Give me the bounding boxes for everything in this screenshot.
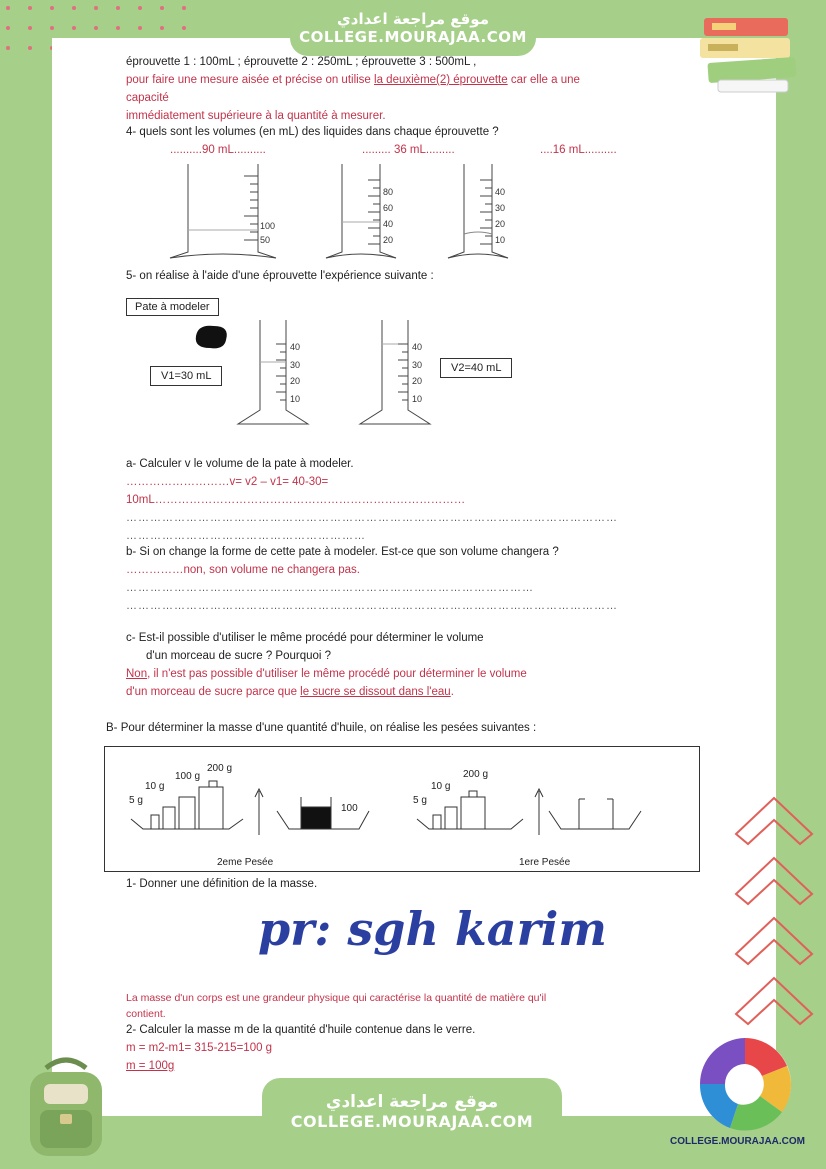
pate-blob-icon bbox=[192, 322, 232, 352]
v1-tick-30: 30 bbox=[290, 360, 301, 370]
qb-answer: ……………non, son volume ne changera pas. bbox=[126, 564, 360, 576]
caption-2eme-pesee: 2eme Pesée bbox=[217, 857, 274, 868]
q4-answer-3: ....16 mL.......... bbox=[540, 144, 617, 156]
cyl1-tick-50: 50 bbox=[260, 235, 271, 245]
left-weight-200g: 200 g bbox=[207, 763, 233, 774]
qa-answer-1: ………………………v= v2 – v1= 40-30= bbox=[126, 476, 329, 488]
v1-label-box: V1=30 mL bbox=[150, 366, 222, 386]
cyl2-tick-60: 60 bbox=[383, 203, 394, 213]
cyl2-tick-20: 20 bbox=[383, 235, 394, 245]
qc-answer-2 bbox=[126, 686, 454, 698]
q3-line: éprouvette 1 : 100mL ; éprouvette 2 : 250mL ; éprouvette 3 : 500mL , bbox=[126, 56, 477, 68]
q3-answer-b: car elle a une bbox=[507, 74, 580, 86]
qc-question-1: c- Est-il possible d'utiliser le même procédé pour déterminer le volume bbox=[126, 632, 484, 644]
scale-weighing-diagram bbox=[104, 746, 700, 872]
beaker-label-100: 100 bbox=[341, 803, 358, 814]
qc-question-2: d'un morceau de sucre ? Pourquoi ? bbox=[146, 650, 332, 662]
q4-question: 4- quels sont les volumes (en mL) des liquides dans chaque éprouvette ? bbox=[126, 126, 499, 138]
college-logo bbox=[670, 1020, 820, 1150]
qc-answer-2a: d'un morceau de sucre parce que bbox=[126, 686, 301, 698]
caption-1ere-pesee: 1ere Pesée bbox=[519, 857, 571, 868]
mass-result: m = 100g bbox=[126, 1060, 175, 1072]
q5-question: 5- on réalise à l'aide d'une éprouvette l'expérience suivante : bbox=[126, 270, 434, 282]
qb-question: b- Si on change la forme de cette pate à modeler. Est-ce que son volume changera ? bbox=[126, 546, 559, 558]
right-weight-200g: 200 g bbox=[463, 769, 489, 780]
cyl1-tick-100: 100 bbox=[260, 221, 276, 231]
bottom-banner bbox=[262, 1078, 562, 1150]
qa-answer-2: 10mL……………………………………………………………………… bbox=[126, 494, 466, 506]
qc-answer-1 bbox=[126, 668, 527, 680]
cyl2-tick-80: 80 bbox=[383, 187, 394, 197]
q4-answer-1: ..........90 mL.......... bbox=[170, 144, 266, 156]
q4-answer-2: ......... 36 mL......... bbox=[362, 144, 455, 156]
partb-intro: B- Pour déterminer la masse d'une quantité d'huile, on réalise les pesées suivantes : bbox=[106, 722, 537, 734]
left-weight-5g: 5 g bbox=[129, 795, 143, 806]
teacher-signature: pr: sgh karim bbox=[258, 902, 607, 956]
chevron-decoration bbox=[730, 790, 820, 1040]
q3-answer-a: pour faire une mesure aisée et précise on utilise bbox=[126, 74, 375, 86]
site-name-arabic-bottom: موقع مراجعة اعدادي bbox=[325, 1092, 499, 1112]
v1-tick-20: 20 bbox=[290, 376, 301, 386]
pate-label-box: Pate à modeler bbox=[126, 298, 219, 316]
qc-answer-non: Non bbox=[126, 668, 148, 680]
partb-q2: 2- Calculer la masse m de la quantité d'huile contenue dans le verre. bbox=[126, 1024, 476, 1036]
q3-answer-line2: capacité bbox=[126, 92, 169, 104]
v2-tick-30: 30 bbox=[412, 360, 423, 370]
cylinder-v2 bbox=[360, 320, 430, 424]
partb-q1: 1- Donner une définition de la masse. bbox=[126, 878, 318, 890]
q3-answer-underlined: la deuxième(2) éprouvette bbox=[374, 74, 508, 86]
right-weight-10g: 10 g bbox=[431, 781, 451, 792]
q3-answer-line1 bbox=[126, 74, 580, 86]
qb-dots-2: …………………………………………………………………………………………………………… bbox=[126, 600, 618, 612]
cyl2-tick-40: 40 bbox=[383, 219, 394, 229]
q3-answer-line3: immédiatement supérieure à la quantité à mesurer. bbox=[126, 110, 386, 122]
graduated-cylinders-q5 bbox=[230, 316, 460, 430]
top-banner bbox=[290, 4, 536, 56]
right-weight-5g: 5 g bbox=[413, 795, 427, 806]
qb-dots-1: ………………………………………………………………………………………… bbox=[126, 582, 534, 594]
left-weight-100g: 100 g bbox=[175, 771, 201, 782]
college-logo-text: COLLEGE.MOURAJAA.COM bbox=[670, 1136, 805, 1147]
left-weight-10g: 10 g bbox=[145, 781, 165, 792]
v2-tick-40: 40 bbox=[412, 342, 423, 352]
v2-label-box: V2=40 mL bbox=[440, 358, 512, 378]
graduated-cylinders-q4 bbox=[170, 160, 530, 260]
qa-question: a- Calculer v le volume de la pate à modeler. bbox=[126, 458, 354, 470]
site-url[interactable]: COLLEGE.MOURAJAA.COM bbox=[299, 28, 527, 46]
books-icon bbox=[698, 14, 802, 96]
qc-answer-2c: . bbox=[450, 686, 454, 698]
v1-tick-40: 40 bbox=[290, 342, 301, 352]
qa-dots-1: …………………………………………………………………………………………………………… bbox=[126, 512, 618, 524]
v2-tick-10: 10 bbox=[412, 394, 423, 404]
cyl3-tick-40: 40 bbox=[495, 187, 506, 197]
cyl3-tick-10: 10 bbox=[495, 235, 506, 245]
qc-answer-2b: le sucre se dissout dans l'eau bbox=[300, 686, 451, 698]
cylinder-v1 bbox=[238, 320, 308, 424]
v1-tick-10: 10 bbox=[290, 394, 301, 404]
site-url-bottom[interactable]: COLLEGE.MOURAJAA.COM bbox=[290, 1112, 534, 1131]
v2-tick-20: 20 bbox=[412, 376, 423, 386]
qc-answer-1-text: , il n'est pas possible d'utiliser le même procédé pour déterminer le volume bbox=[147, 668, 527, 680]
backpack-icon bbox=[16, 1054, 116, 1160]
site-name-arabic: موقع مراجعة اعدادي bbox=[337, 10, 489, 28]
cyl3-tick-30: 30 bbox=[495, 203, 506, 213]
mass-calculation: m = m2-m1= 315-215=100 g bbox=[126, 1042, 273, 1054]
qa-dots-2: …………………………………………………… bbox=[126, 530, 366, 542]
mass-definition-1: La masse d'un corps est une grandeur physique qui caractérise la quantité de matière qu'il bbox=[126, 992, 547, 1004]
mass-definition-2: contient. bbox=[126, 1008, 166, 1020]
cyl3-tick-20: 20 bbox=[495, 219, 506, 229]
